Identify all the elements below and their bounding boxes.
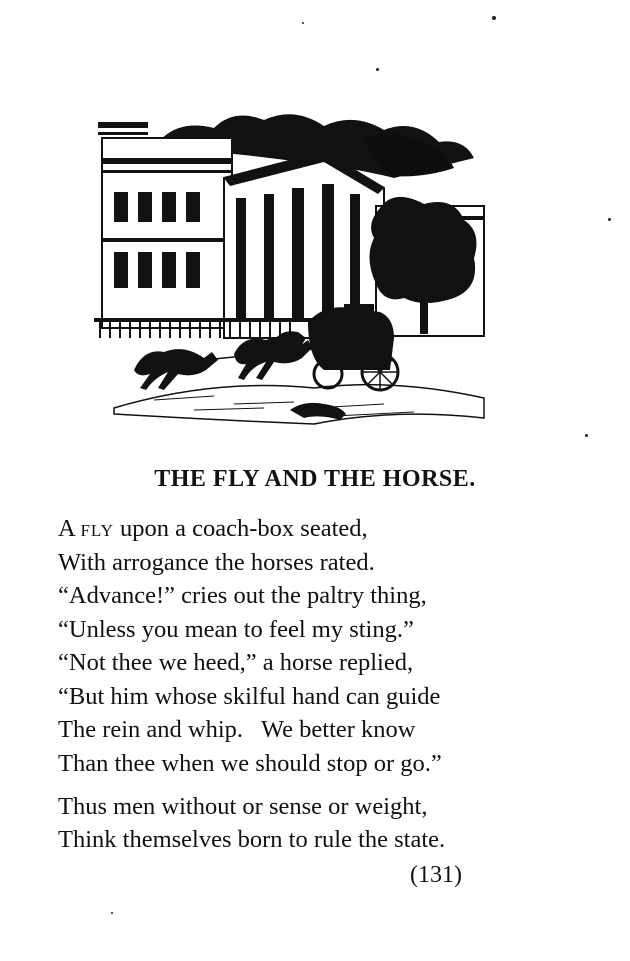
poem-line-2: With arrogance the horses rated. — [58, 548, 375, 576]
poem-line-6: “But him whose skilful hand can guide — [58, 682, 441, 710]
moral-line-2: Think themselves born to rule the state. — [58, 826, 446, 853]
poem-stanza-1 — [58, 512, 442, 780]
page-number: (131) — [410, 862, 462, 888]
poem-title: THE FLY AND THE HORSE. — [154, 466, 476, 492]
street — [114, 385, 484, 424]
print-speck — [585, 434, 588, 437]
poem-line-5: “Not thee we heed,” a horse replied, — [58, 649, 414, 676]
coach-engraving-illustration — [94, 108, 494, 438]
poem-line-1-fly-smallcaps: fly — [80, 515, 114, 542]
poem-line-3: “Advance!” cries out the paltry thing, — [58, 582, 427, 609]
poem-line-1 — [58, 512, 442, 546]
poem-line-7: The rein and whip. We better know — [58, 716, 416, 743]
print-speck — [376, 68, 379, 71]
horse-front — [134, 349, 218, 390]
print-speck — [111, 912, 113, 914]
poem-line-1-first-word: A — [58, 515, 75, 542]
poem-line-4: “Unless you mean to feel my sting.” — [58, 615, 414, 643]
poem-line-8: Than thee when we should stop or go.” — [58, 749, 442, 777]
print-speck — [492, 16, 496, 20]
print-speck — [302, 22, 304, 24]
print-speck — [608, 218, 611, 221]
moral-line-1: Thus men without or sense or weight, — [58, 793, 428, 820]
poem-line-1-rest: upon a coach-box seated, — [113, 515, 368, 542]
poem-stanza-2 — [58, 790, 445, 856]
building-left — [102, 138, 232, 328]
